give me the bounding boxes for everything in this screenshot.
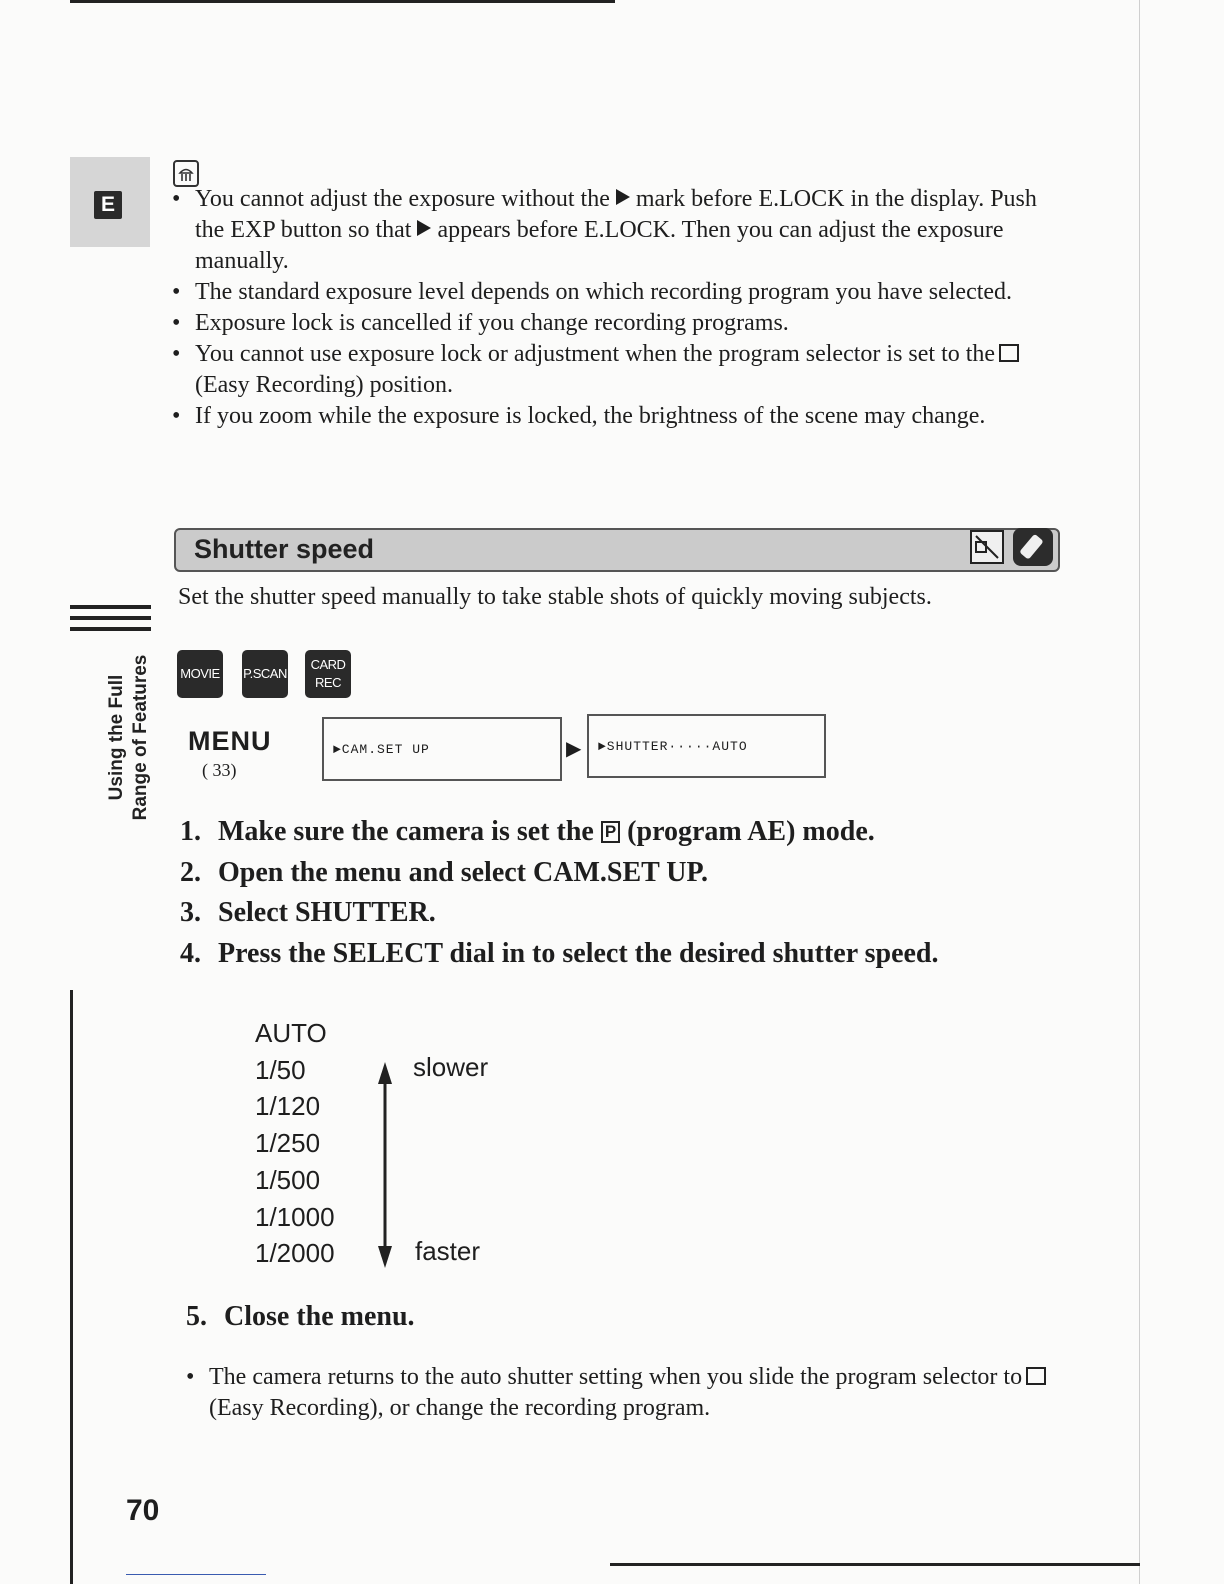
page-number: 70 [126,1494,160,1527]
final-note: • The camera returns to the auto shutter setting when you slide the program selector to(Easy Recording), or change the recording program. [184,1362,1064,1424]
program-ae-icon: P [601,821,620,843]
note-text: The standard exposure level depends on which recording program you have selected. [195,279,1013,305]
step-item: 1. Make sure the camera is set the P (program AE) mode. [180,816,875,847]
notes-list [170,184,1070,432]
top-rule [70,0,615,3]
step-item: 2. Open the menu and select CAM.SET UP. [180,856,709,888]
menu-page-ref: ( 33) [202,760,237,780]
note-item [170,308,1070,339]
shutter-speed-list [255,1015,335,1272]
speed-option: 1/500 [255,1164,321,1195]
camera-mode-icon [970,530,1004,564]
note-item [170,184,1070,277]
side-label-line1: Using the Full [106,674,127,801]
slower-label: slower [413,1052,489,1082]
menu-screen-shutter: ►SHUTTER·····AUTO [587,714,826,778]
play-triangle-icon [417,220,431,236]
pscan-mode-icon: P.SCAN [242,650,288,698]
speed-option: 1/120 [255,1091,321,1122]
faster-label: faster [415,1236,481,1266]
speed-option: 1/2000 [255,1238,335,1269]
note-text: If you zoom while the exposure is locked, the brightness of the scene may change. [195,403,986,429]
note-text: Exposure lock is cancelled if you change recording programs. [195,310,789,336]
speed-option: 1/50 [255,1054,306,1085]
menu-screen-camsetup: ►CAM.SET UP [322,717,562,781]
note-item [170,401,1070,432]
step-item: 3. Select SHUTTER. [180,897,436,928]
bottom-rule [610,1563,1140,1566]
speed-direction-arrow-icon [374,1060,396,1270]
note-text: mark before E.LOCK in the display. Push the EXP button so that [195,186,1037,243]
remote-control-icon [1013,528,1053,566]
section-title: Shutter speed [194,534,375,564]
steps-list [180,812,939,974]
right-rule [1139,0,1140,1584]
easy-recording-icon [999,344,1019,362]
note-text: You cannot adjust the exposure without the [195,186,610,212]
step-item-5: 5. Close the menu. [186,1301,415,1332]
play-triangle-icon [616,189,630,205]
side-label-line2: Range of Features [130,654,151,821]
language-badge: E [94,191,122,219]
card-rec-mode-icon: CARD REC [305,650,351,698]
note-text: You cannot use exposure lock or adjustment when the program selector is set to the [195,341,996,367]
bottom-small-rule [126,1574,266,1575]
left-rule [70,990,73,1584]
easy-recording-icon [1026,1367,1046,1385]
side-bars [70,605,151,638]
note-text: (Easy Recording) position. [195,372,453,398]
note-text: appears before E.LOCK. Then you can adjust the exposure manually. [195,217,1004,274]
note-item [170,277,1070,308]
menu-label: MENU [188,726,272,756]
step-item: 4. Press the SELECT dial in to select the desired shutter speed. [180,937,939,969]
movie-mode-icon: MOVIE [177,650,223,698]
note-item [170,339,1070,401]
speed-option: 1/250 [255,1128,321,1159]
section-intro: Set the shutter speed manually to take stable shots of quickly moving subjects. [178,584,932,610]
speed-option: 1/1000 [255,1201,335,1232]
note-icon [173,160,199,187]
speed-option: AUTO [255,1018,327,1048]
menu-next-arrow-icon: ▶ [566,738,582,760]
side-chapter-label [105,650,155,825]
